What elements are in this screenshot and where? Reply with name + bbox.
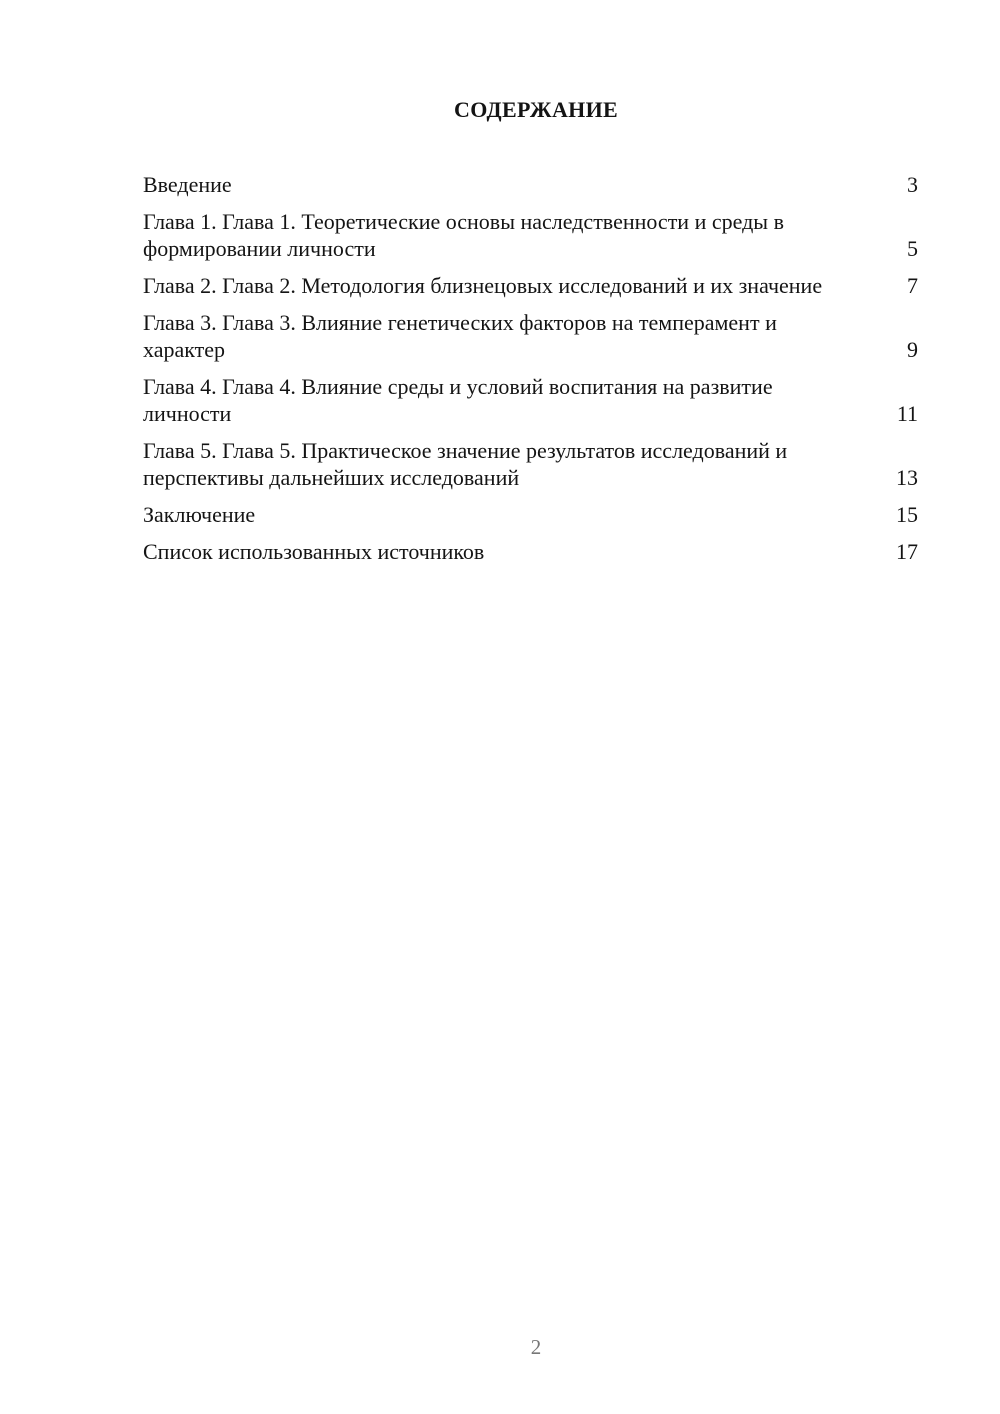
- toc-entry-page: 17: [896, 539, 918, 564]
- toc-entry-text: Глава 1. Глава 1. Теоретические основы наследственности и среды в формировании личности: [143, 209, 784, 261]
- table-of-contents: [143, 171, 918, 575]
- page-number: 2: [530, 1335, 542, 1359]
- toc-entry-page: 9: [907, 337, 918, 362]
- toc-entry-chapter-5[interactable]: [143, 437, 918, 491]
- page-title: СОДЕРЖАНИЕ: [454, 97, 618, 122]
- toc-entry-chapter-4[interactable]: [143, 373, 918, 427]
- toc-entry-page: 5: [907, 236, 918, 261]
- toc-entry-references[interactable]: [143, 538, 918, 565]
- toc-entry-text: Список использованных источников: [143, 539, 485, 564]
- toc-entry-text: Заключение: [143, 502, 256, 527]
- toc-entry-conclusion[interactable]: [143, 501, 918, 528]
- toc-entry-page: 7: [907, 273, 918, 298]
- toc-entry-page: 15: [896, 502, 918, 527]
- toc-entry-page: 13: [896, 465, 918, 490]
- toc-entry-text: Глава 3. Глава 3. Влияние генетических факторов на темперамент и характер: [143, 310, 777, 362]
- toc-entry-chapter-2[interactable]: [143, 272, 918, 299]
- toc-entry-chapter-3[interactable]: [143, 309, 918, 363]
- toc-entry-text: Глава 5. Глава 5. Практическое значение результатов исследований и перспективы дальнейших исследований: [143, 438, 788, 490]
- toc-entry-page: 11: [896, 401, 918, 426]
- toc-entry-introduction[interactable]: [143, 171, 918, 198]
- toc-entry-text: Введение: [143, 172, 232, 197]
- toc-entry-text: Глава 4. Глава 4. Влияние среды и условий воспитания на развитие личности: [143, 374, 773, 426]
- toc-entry-text: Глава 2. Глава 2. Методология близнецовых исследований и их значение: [143, 273, 823, 298]
- toc-entry-page: 3: [907, 172, 918, 197]
- toc-entry-chapter-1[interactable]: [143, 208, 918, 262]
